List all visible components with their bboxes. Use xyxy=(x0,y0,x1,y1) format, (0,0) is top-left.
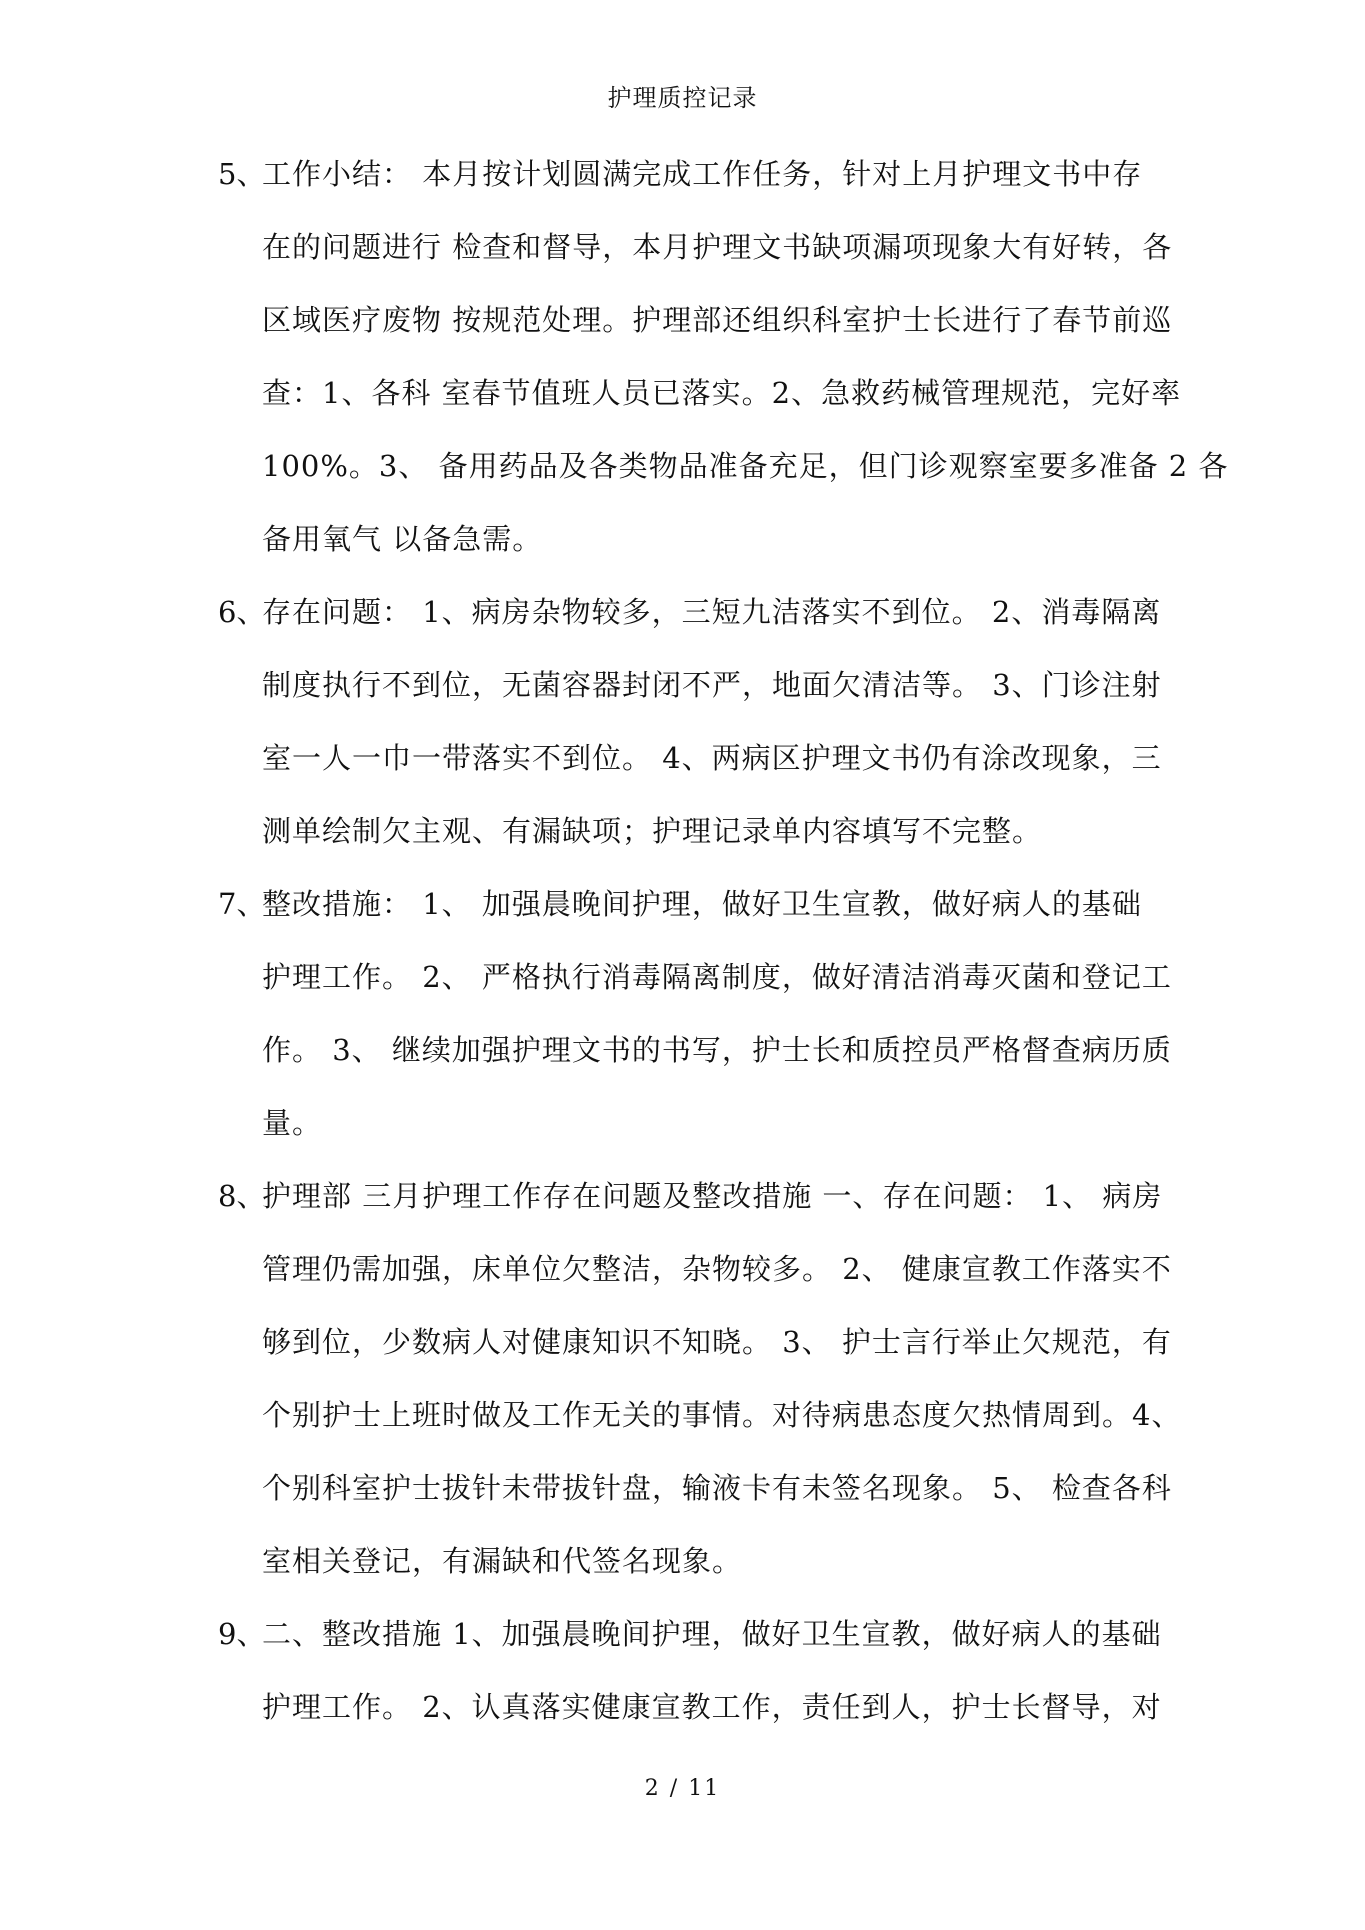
text-line: 测单绘制欠主观、有漏缺项；护理记录单内容填写不完整。 xyxy=(262,814,1043,848)
list-item-9 xyxy=(0,1598,1365,1744)
text-line: 存在问题： 1、病房杂物较多，三短九洁落实不到位。 2、消毒隔离 xyxy=(262,595,1162,629)
text-line: 量。 xyxy=(262,1106,323,1140)
item-text xyxy=(262,1160,1182,1598)
item-number: 5、 xyxy=(218,157,266,191)
text-line: 二、整改措施 1、加强晨晚间护理，做好卫生宣教，做好病人的基础 xyxy=(262,1617,1162,1651)
page-header-title: 护理质控记录 xyxy=(607,84,758,112)
text-line: 区域医疗废物 按规范处理。护理部还组织科室护士长进行了春节前巡 xyxy=(262,303,1173,337)
list-item-8 xyxy=(0,1160,1365,1598)
item-number: 9、 xyxy=(218,1617,266,1651)
text-line: 个别科室护士拔针未带拔针盘，输液卡有未签名现象。 5、 检查各科 xyxy=(262,1471,1172,1505)
page-number: 2 / 11 xyxy=(644,1776,721,1801)
list-item-7 xyxy=(0,868,1365,1160)
item-number: 8、 xyxy=(218,1179,266,1213)
text-line: 查：1、各科 室春节值班人员已落实。2、急救药械管理规范，完好率 xyxy=(262,376,1182,410)
text-line: 管理仍需加强，床单位欠整洁，杂物较多。 2、 健康宣教工作落实不 xyxy=(262,1252,1172,1286)
list-item-6 xyxy=(0,576,1365,868)
text-line: 护理部 三月护理工作存在问题及整改措施 一、存在问题： 1、 病房 xyxy=(262,1179,1163,1213)
text-line: 够到位，少数病人对健康知识不知晓。 3、 护士言行举止欠规范，有 xyxy=(262,1325,1172,1359)
item-number: 7、 xyxy=(218,887,266,921)
text-line: 工作小结： 本月按计划圆满完成工作任务，针对上月护理文书中存 xyxy=(262,157,1143,191)
text-line: 整改措施： 1、 加强晨晚间护理，做好卫生宣教，做好病人的基础 xyxy=(262,887,1142,921)
text-line: 室相关登记，有漏缺和代签名现象。 xyxy=(262,1544,743,1578)
item-text xyxy=(262,1598,1162,1744)
text-line: 制度执行不到位，无菌容器封闭不严，地面欠清洁等。 3、门诊注射 xyxy=(262,668,1162,702)
item-text xyxy=(262,576,1162,868)
text-line: 护理工作。 2、认真落实健康宣教工作，责任到人，护士长督导，对 xyxy=(262,1690,1162,1724)
text-line: 护理工作。 2、 严格执行消毒隔离制度，做好清洁消毒灭菌和登记工 xyxy=(262,960,1172,994)
item-text xyxy=(262,868,1172,1160)
text-line: 个别护士上班时做及工作无关的事情。对待病患态度欠热情周到。4、 xyxy=(262,1398,1182,1432)
text-line: 作。 3、 继续加强护理文书的书写，护士长和质控员严格督查病历质 xyxy=(262,1033,1172,1067)
text-line: 100%。3、 备用药品及各类物品准备充足，但门诊观察室要多准备 2 各 xyxy=(262,449,1229,483)
text-line: 在的问题进行 检查和督导，本月护理文书缺项漏项现象大有好转，各 xyxy=(262,230,1173,264)
document-body xyxy=(0,138,1365,1744)
text-line: 室一人一巾一带落实不到位。 4、两病区护理文书仍有涂改现象，三 xyxy=(262,741,1162,775)
item-text xyxy=(262,138,1229,576)
text-line: 备用氧气 以备急需。 xyxy=(262,522,543,556)
list-item-5 xyxy=(0,138,1365,576)
item-number: 6、 xyxy=(218,595,266,629)
